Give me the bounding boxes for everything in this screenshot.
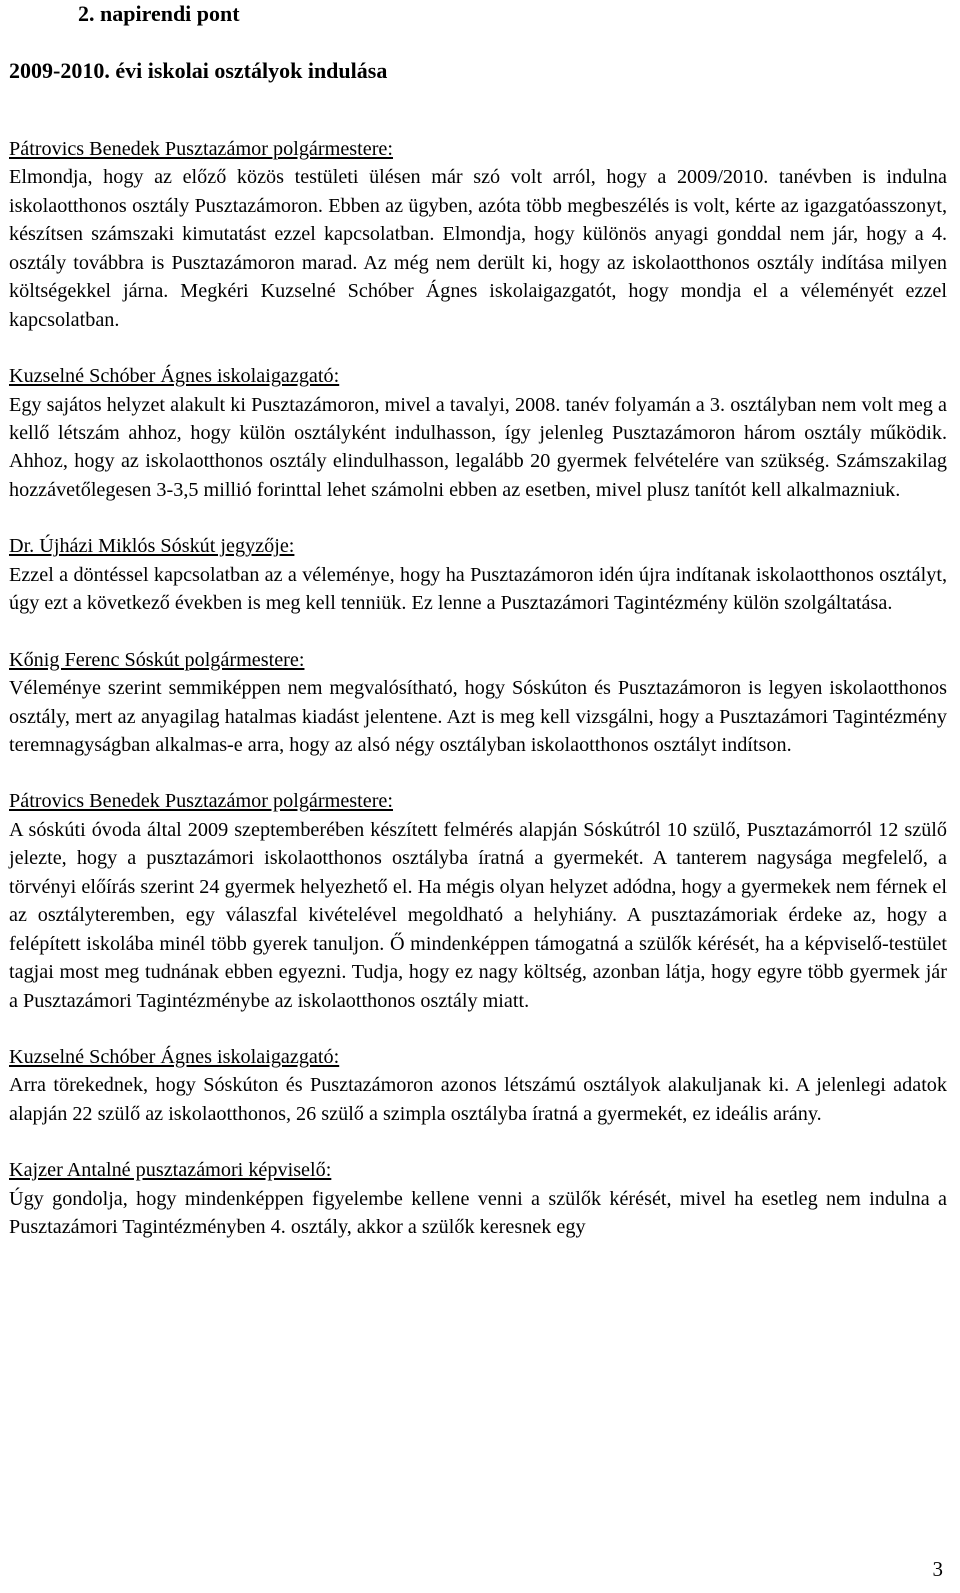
minutes-body [9,135,947,1242]
minutes-section [9,1043,947,1128]
speaker-heading: Dr. Újházi Miklós Sóskút jegyzője: [9,535,295,558]
speaker-statement: Elmondja, hogy az előző közös testületi ülésen már szó volt arról, hogy a 2009/2010. tanévben is indulna iskolaotthonos osztály Pusztazámoron. Ebben az ügyben, azóta több megbeszélés is volt, kérte az igazgatóasszonyt, készítsen számszaki kimutatást ezzel kapcsolatban. Elmondja, hogy különös anyagi gonddal nem jár, hogy a 4. osztály továbbra is Pusztazámoron marad. Az még nem derült ki, hogy az iskolaotthonos osztály indítása milyen költségekkel járna. Megkéri Kuzselné Schóber Ágnes iskolaigazgatót, hogy mondja el a véleményét ezzel kapcsolatban. [9,166,947,331]
minutes-section [9,135,947,334]
speaker-heading: Kuzselné Schóber Ágnes iskolaigazgató: [9,1046,340,1068]
speaker-statement: Úgy gondolja, hogy mindenképpen figyelembe kellene venni a szülők kérését, mivel ha esetleg nem indulna a Pusztazámori Tagintézményben 4. osztály, akkor a szülők keresnek egy [9,1187,947,1239]
page-number: 3 [932,1557,943,1581]
minutes-section [9,646,947,760]
speaker-statement: Arra törekednek, hogy Sóskúton és Pusztazámoron azonos létszámú osztályok alakuljanak ki. A jelenlegi adatok alapján 22 szülő az iskolaotthonos, 26 szülő a szimpla osztályba íratná a gyermekét, ez ideális arány. [9,1074,947,1125]
speaker-statement: A sóskúti óvoda által 2009 szeptemberében készített felmérés alapján Sóskútról 10 szülő, Pusztazámorról 12 szülő jelezte, hogy a pusztazámori iskolaotthonos osztályba íratná a gyermekét. A tanterem nagysága megfelelő, a törvényi előírás szerint 24 gyermek helyezhető el. Ha mégis olyan helyzet adódna, hogy a gyermekek nem férnek el az osztályteremben, egy válaszfal kivételével megoldható a helyhiány. A pusztazámoriak érdeke az, hogy a felépített iskolába minél több gyerek tanuljon. Ő mindenképpen támogatná a szülők kérését, ha a képviselő-testület tagjai most meg tudnának ebben egyezni. Tudja, hogy ez nagy költség, azonban látja, hogy egyre több gyermek jár a Pusztazámori Tagintézménybe az iskolaotthonos osztály miatt. [9,818,947,1012]
speaker-statement: Véleménye szerint semmiképpen nem megvalósítható, hogy Sóskúton és Pusztazámoron is legyen iskolaotthonos osztály, mert az anyagilag hatalmas kiadást jelentene. Azt is meg kell vizsgálni, hogy a Pusztazámori Tagintézmény teremnagyságban alkalmas-e arra, hogy az alsó négy osztályban iskolaotthonos osztályt indítson. [9,677,947,756]
minutes-section [9,362,947,504]
minutes-section [9,1156,947,1241]
speaker-statement: Egy sajátos helyzet alakult ki Pusztazámoron, mivel a tavalyi, 2008. tanév folyamán a 3. osztályban nem volt meg a kellő létszám ahhoz, hogy külön osztályként indulhasson, így jelenleg Pusztazámoron három osztály működik. Ahhoz, hogy az iskolaotthonos osztály elindulhasson, legalább 20 gyermek felvételére van szükség. Számszakilag hozzávetőlegesen 3-3,5 millió forinttal lehet számolni ebben az esetben, mivel plusz tanítót kell alkalmazniuk. [9,393,947,501]
speaker-heading: Pátrovics Benedek Pusztazámor polgármestere: [9,790,393,813]
minutes-section [9,532,947,617]
minutes-section [9,787,947,1015]
speaker-heading: Kőnig Ferenc Sóskút polgármestere: [9,648,305,671]
speaker-statement: Ezzel a döntéssel kapcsolatban az a véleménye, hogy ha Pusztazámoron idén újra indítanak iskolaotthonos osztályt, úgy ezt a következő években is meg kell tenniük. Ez lenne a Pusztazámori Tagintézmény külön szolgáltatása. [9,563,947,615]
section-title: 2009-2010. évi iskolai osztályok indulása [9,58,388,83]
speaker-heading: Kuzselné Schóber Ágnes iskolaigazgató: [9,365,340,388]
speaker-heading: Kajzer Antalné pusztazámori képviselő: [9,1159,332,1182]
agenda-item-heading: 2. napirendi pont [78,1,240,26]
speaker-heading: Pátrovics Benedek Pusztazámor polgármestere: [9,138,393,160]
